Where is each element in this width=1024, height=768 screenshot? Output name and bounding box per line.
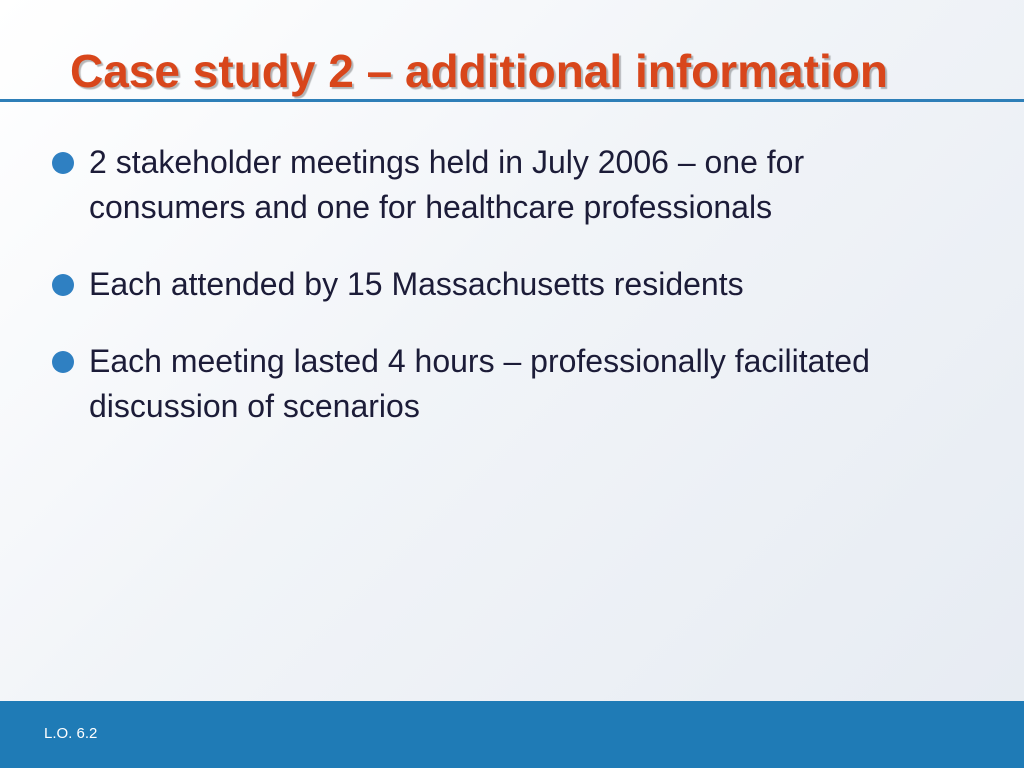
- bullet-item: [52, 140, 952, 230]
- footer-bar: [0, 701, 1024, 768]
- bullet-dot-icon: [52, 152, 74, 174]
- title-underline-rule: [0, 99, 1024, 102]
- slide-title: Case study 2 – additional information: [70, 45, 888, 97]
- bullet-item: [52, 339, 952, 429]
- bullet-text: Each attended by 15 Massachusetts residents: [89, 266, 744, 302]
- bullet-item: [52, 262, 952, 307]
- bullet-list: [52, 140, 952, 461]
- bullet-text: Each meeting lasted 4 hours – professionally facilitated discussion of scenarios: [89, 343, 870, 424]
- footer-label: L.O. 6.2: [44, 725, 98, 742]
- bullet-text: 2 stakeholder meetings held in July 2006 – one for consumers and one for healthcare professionals: [89, 144, 805, 225]
- bullet-dot-icon: [52, 351, 74, 373]
- bullet-dot-icon: [52, 274, 74, 296]
